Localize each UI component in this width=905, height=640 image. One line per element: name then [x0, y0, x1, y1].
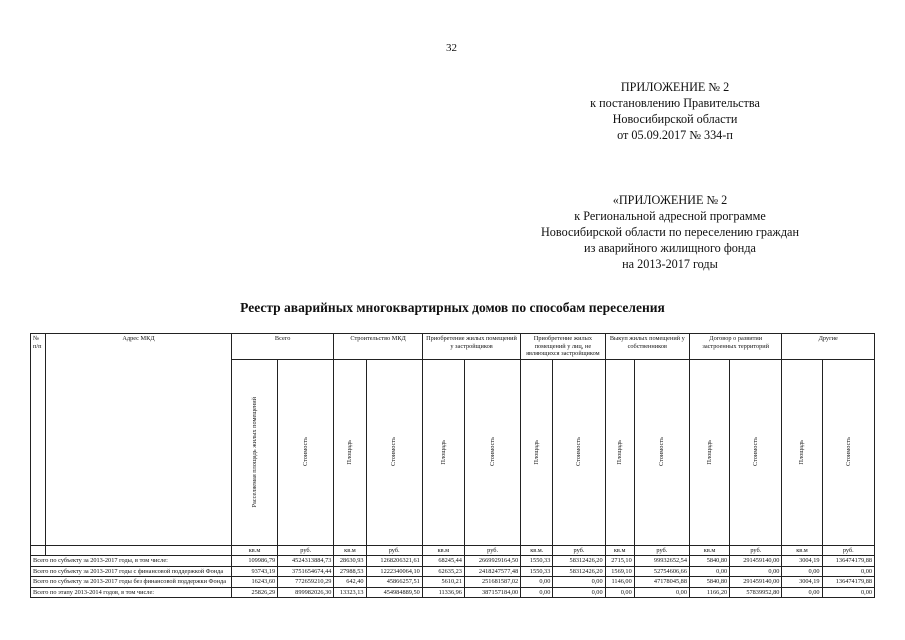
- cell-value: 2715,10: [605, 556, 634, 567]
- cell-value: 93743,19: [231, 566, 277, 577]
- cell-value: 5840,80: [689, 577, 729, 588]
- cell-value: 62635,23: [422, 566, 464, 577]
- cell-value: 5840,80: [689, 556, 729, 567]
- appendix-line: от 05.09.2017 № 334-п: [617, 128, 733, 142]
- cell-value: 0,00: [634, 587, 689, 598]
- unit-cell: кв.м: [689, 545, 729, 556]
- unit-cell: руб.: [366, 545, 422, 556]
- cell-value: 47178045,88: [634, 577, 689, 588]
- col-group-other: Другие: [782, 334, 875, 360]
- cell-value: 0,00: [782, 587, 822, 598]
- cell-value: 2669929164,50: [464, 556, 520, 567]
- cell-value: 387157184,00: [464, 587, 520, 598]
- col-group-buyout: Выкуп жилых помещений у собственников: [605, 334, 689, 360]
- appendix-line: к Региональной адресной программе: [574, 209, 766, 223]
- col-header-area: Площадь: [605, 359, 634, 545]
- col-header-area: Площадь: [521, 359, 553, 545]
- cell-value: 99932652,54: [634, 556, 689, 567]
- cell-value: 136474179,88: [822, 577, 874, 588]
- col-group-construction: Строительство МКД: [334, 334, 422, 360]
- col-header-cost: Стоимость: [464, 359, 520, 545]
- cell-value: 1222340064,10: [366, 566, 422, 577]
- table-row: [31, 566, 875, 577]
- cell-value: 642,40: [334, 577, 366, 588]
- col-header-cost: Стоимость: [822, 359, 874, 545]
- col-header-address: Адрес МКД: [46, 334, 232, 546]
- cell-value: 772659210,29: [278, 577, 334, 588]
- cell-value: 3004,19: [782, 577, 822, 588]
- page-number: 32: [446, 42, 457, 54]
- col-header-area: Площадь: [422, 359, 464, 545]
- col-header-cost: Стоимость: [553, 359, 605, 545]
- cell-value: 1146,00: [605, 577, 634, 588]
- appendix-header: [560, 79, 790, 143]
- col-header-num: № п/п: [31, 334, 46, 546]
- cell-value: 0,00: [605, 587, 634, 598]
- cell-value: 1268206321,61: [366, 556, 422, 567]
- cell-value: 1166,20: [689, 587, 729, 598]
- unit-cell: кв.м.: [521, 545, 553, 556]
- col-header-area: Площадь: [334, 359, 366, 545]
- cell-value: 899982026,30: [278, 587, 334, 598]
- unit-cell: кв.м: [782, 545, 822, 556]
- cell-value: 13323,13: [334, 587, 366, 598]
- document-title: Реестр аварийных многоквартирных домов по способам переселения: [240, 300, 665, 315]
- cell-value: 57839952,80: [730, 587, 782, 598]
- cell-value: 0,00: [553, 587, 605, 598]
- cell-value: 0,00: [521, 587, 553, 598]
- cell-value: 251681587,02: [464, 577, 520, 588]
- cell-value: 291459140,00: [730, 577, 782, 588]
- cell-value: 3004,19: [782, 556, 822, 567]
- program-appendix-header: [495, 192, 845, 272]
- col-group-total: Всего: [231, 334, 333, 360]
- cell-value: 109986,79: [231, 556, 277, 567]
- cell-value: 0,00: [689, 566, 729, 577]
- appendix-line: «ПРИЛОЖЕНИЕ № 2: [612, 193, 728, 207]
- col-header-cost: Стоимость: [634, 359, 689, 545]
- appendix-line: Новосибирской области: [612, 112, 738, 126]
- cell-value: 5610,21: [422, 577, 464, 588]
- unit-cell: руб.: [822, 545, 874, 556]
- col-header-area: Площадь: [689, 359, 729, 545]
- table-row: [31, 556, 875, 567]
- appendix-line: Новосибирской области по переселению граждан: [541, 225, 799, 239]
- unit-cell: кв.м: [422, 545, 464, 556]
- registry-table: [30, 333, 875, 598]
- cell-value: 45866257,51: [366, 577, 422, 588]
- unit-cell: кв.м: [231, 545, 277, 556]
- row-label: Всего по субъекту за 2013-2017 годы, в том числе:: [31, 556, 232, 567]
- cell-value: 2418247577,48: [464, 566, 520, 577]
- cell-value: 0,00: [822, 566, 874, 577]
- cell-value: 11336,96: [422, 587, 464, 598]
- appendix-line: из аварийного жилищного фонда: [584, 241, 756, 255]
- unit-cell: кв.м: [605, 545, 634, 556]
- col-group-development-contract: Договор о развитии застроенных территорий: [689, 334, 781, 360]
- col-header-area: Расселяемая площадь жилых помещений: [231, 359, 277, 545]
- cell-value: 0,00: [730, 566, 782, 577]
- unit-cell: руб.: [278, 545, 334, 556]
- table-row: [31, 577, 875, 588]
- cell-value: 0,00: [521, 577, 553, 588]
- cell-value: 58312426,20: [553, 566, 605, 577]
- cell-value: 4524313884,73: [278, 556, 334, 567]
- cell-value: 1550,33: [521, 556, 553, 567]
- col-header-area: Площадь: [782, 359, 822, 545]
- cell-value: 28630,93: [334, 556, 366, 567]
- unit-cell-empty: [46, 545, 232, 556]
- cell-value: 58312426,20: [553, 556, 605, 567]
- cell-value: 454984889,50: [366, 587, 422, 598]
- col-group-other-purchase: Приобретение жилых помещений у лиц, не являющихся застройщиком: [521, 334, 605, 360]
- cell-value: 3751654674,44: [278, 566, 334, 577]
- cell-value: 291459140,00: [730, 556, 782, 567]
- row-label: Всего по субъекту за 2013-2017 годы с финансовой поддержкой Фонда: [31, 566, 232, 577]
- cell-value: 1550,33: [521, 566, 553, 577]
- unit-cell: руб.: [730, 545, 782, 556]
- unit-cell: кв.м: [334, 545, 366, 556]
- cell-value: 27988,53: [334, 566, 366, 577]
- col-header-cost: Стоимость: [278, 359, 334, 545]
- cell-value: 0,00: [822, 587, 874, 598]
- appendix-line: ПРИЛОЖЕНИЕ № 2: [620, 80, 730, 94]
- units-row: [31, 545, 875, 556]
- unit-cell: руб.: [464, 545, 520, 556]
- cell-value: 68245,44: [422, 556, 464, 567]
- cell-value: 1569,10: [605, 566, 634, 577]
- cell-value: 16243,60: [231, 577, 277, 588]
- cell-value: 0,00: [553, 577, 605, 588]
- cell-value: 136474179,88: [822, 556, 874, 567]
- col-header-cost: Стоимость: [366, 359, 422, 545]
- appendix-line: к постановлению Правительства: [590, 96, 760, 110]
- row-label: Всего по этапу 2013-2014 годов, в том числе:: [31, 587, 232, 598]
- cell-value: 0,00: [782, 566, 822, 577]
- header-group-row: [31, 334, 875, 360]
- cell-value: 25826,29: [231, 587, 277, 598]
- cell-value: 52754606,66: [634, 566, 689, 577]
- table-row: [31, 587, 875, 598]
- unit-cell-empty: [31, 545, 46, 556]
- row-label: Всего по субъекту за 2013-2017 годы без финансовой поддержки Фонда: [31, 577, 232, 588]
- appendix-line: на 2013-2017 годы: [622, 257, 718, 271]
- col-header-cost: Стоимость: [730, 359, 782, 545]
- col-group-developer-purchase: Приобретение жилых помещений у застройщиков: [422, 334, 520, 360]
- unit-cell: руб.: [634, 545, 689, 556]
- unit-cell: руб.: [553, 545, 605, 556]
